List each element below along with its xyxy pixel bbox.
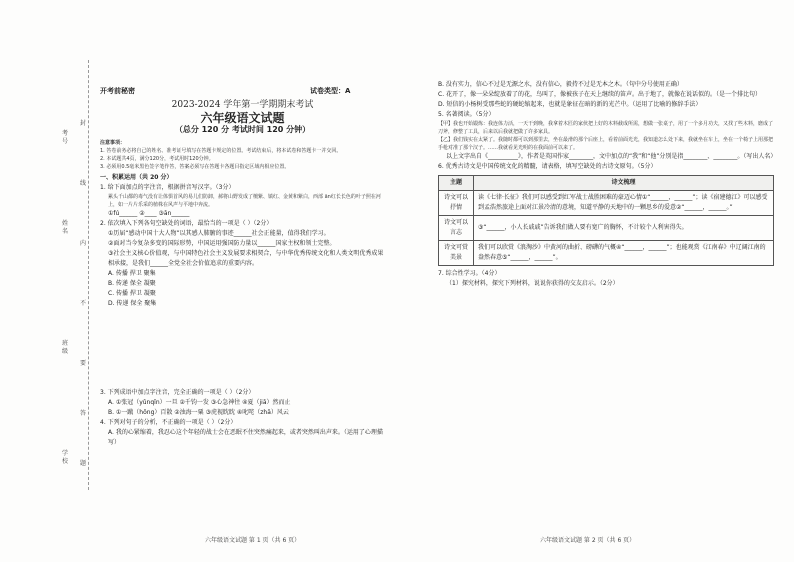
table-topic: 诗文可以抒情 [439, 191, 474, 216]
label-kaohao: 考号 [62, 130, 69, 145]
right-page [400, 0, 794, 562]
table-topic: 诗文可赏美景 [439, 241, 474, 266]
question-2-option: D. 传递 保全 聚集 [108, 300, 157, 307]
right-content [438, 80, 777, 289]
seal-char: 要 [80, 360, 87, 367]
table-header: 诗文梳理 [474, 176, 774, 191]
question-2-option: B. 传递 保全 凝聚 [108, 280, 156, 287]
question-1: 1. 给下面加点的字注音，根据拼音写汉字。（3分） [100, 184, 235, 191]
seal-char: 线 [80, 180, 87, 187]
left-lower-content [100, 388, 385, 448]
exam-title: 六年级语文试题 [200, 111, 285, 125]
table-text: ③“______，小人长戚戚”告诉我们做人要有宽广的胸怀，不计较个人利害得失。 [474, 216, 774, 241]
question-3: 3. 下列成语中加点字注音，完全正确的一项是（ ）（2分） [100, 389, 255, 396]
section-1-title: 一、积累运用（共 20 分） [100, 174, 173, 181]
question-2-option: C. 传播 捍卫 凝聚 [108, 290, 156, 297]
question-5-passage-b: 【乙】我们钱实在太紧了。我随时都可以到那里去，坐在最滑的那个后座上，看着前面光光，我知道怎么处下来，我就坐在车上，坐在一个椅子上用那把手枪对准了那个汉子。……我就看见光明的在我面前可以来了。 [438, 137, 774, 151]
label-xingming: 姓名 [62, 220, 69, 235]
question-4: 4. 下列对句子的分析，不正确的一项是（ ）（2分） [100, 419, 237, 426]
question-4-option: B. 没有实力，信心不过是无源之水，没有信心，毅持不过是无本之木。（句中分号使用正确） [438, 81, 683, 88]
note-item: 2. 本试题共4页，满分120分，考试用时120分钟。 [100, 156, 214, 162]
seal-char: 封 [80, 120, 87, 127]
right-footer: 六年级语文试题 第 2 页（共 6 页） [540, 537, 636, 544]
table-text: 我们可以欣赏《浪淘沙》中黄河的曲折、磅礴的气概④“______，______”；也能观赏《江南春》中辽阔江南的盎然春意⑤“______，______”。 [474, 241, 774, 266]
year-title: 2023-2024 学年第一学期期末考试 [171, 100, 314, 110]
question-7-part-1: （1）探究材料，探究下列材料，说说你获得的交友启示。（2分） [446, 280, 619, 287]
table-row [439, 241, 774, 266]
question-4-option: A. 我的心紧缩着，我忍心这个年轻的战士会在恶眠不住突然痛起来，或者突然叫出声来。（运用了心理描写） [108, 429, 383, 446]
question-1-blanks: ①fú______ ②____ ③ān______ [108, 210, 190, 217]
question-4-option: D. 短信的小杨树受那些蛇的硬蛇缩起来，也就是象征在暗的新的光芒中。（运用了比喻的修辞手法） [438, 101, 702, 108]
label-xuexiao: 学校 [62, 450, 69, 465]
question-5-passage-a: 【甲】我也开始锻炼：我连体力活，一天干到晚，我拿着木匠的家伙把上好的木料截成所需，想做一张桌子，用了一个多月功夫，又找了些木料，磨成了刀斧，修整了工具，后来以后我就把做了许多家具。 [438, 121, 774, 135]
question-7: 7. 综合性学习。（4分） [438, 270, 501, 277]
seal-char: 不 [80, 300, 87, 307]
seal-char: 内 [80, 240, 87, 247]
paper-type: 试卷类型：A [310, 87, 351, 95]
secret-label: 开考前秘密 [100, 87, 135, 95]
binding-line [88, 60, 89, 490]
question-1-text: 累头千山都的毒气没有让体惧首风的易儿们防卸，郝将山野发成了檀紫、镇红、金黄和紫白，西部 ān红长长色的叶子照在河上，如一片片乐采的植株在风声与平地中奔流。 [108, 194, 381, 208]
poem-table [438, 175, 774, 266]
question-2-sentence: ①历届“感动中国十大人物”以其感人肺腑的事迹______社会正能量，值得我们学习。 [108, 230, 330, 237]
table-row [439, 216, 774, 241]
score-time: （总分 120 分 考试时间 120 分钟） [174, 125, 311, 134]
question-5-question: 以上文字出自《__________》，作者是英国作家________，文中加点的“我”和“他”分别是指________、________。（写出人名） [446, 153, 777, 160]
table-row [439, 191, 774, 216]
table-header: 主题 [439, 176, 474, 191]
question-2-sentence: ②面对当今复杂多变的国际形势，中国运用强国防力量以______国家主权和领土完整。 [108, 240, 336, 247]
notes-title: 注意事项： [100, 140, 126, 146]
question-2-option: A. 传播 捍卫 聚集 [108, 270, 156, 277]
note-item: 1. 答卷前务必将自己的姓名、准考证号填写在答题卡规定的位置。考试结束后，将本试卷和答题卡一并交回。 [100, 148, 342, 154]
question-2: 2. 依次填入下列各句空缺处的词语，最恰当的一项是（ ）（2分） [100, 220, 273, 227]
left-footer: 六年级语文试题 第 1 页（共 6 页） [205, 537, 301, 544]
question-3-option: A. ①张冠（yǔnqǐn）一旦 ②千钧一发 ③心急神往 ④夏（jiā）然而止 [108, 399, 291, 406]
binding-margin [0, 60, 87, 490]
note-item: 3. 必须用0.5毫米黑色签字笔作答，答案必须写在答题卡各题目指定区域内相应位置。 [100, 164, 290, 170]
question-3-option: B. ①一蹴（hōng）百散 ②浊海一粟 ③虎视眈眈 ④叱咤（zhā）风云 [108, 409, 289, 416]
seal-char: 答 [80, 410, 87, 417]
question-4-option: C. 花开了，像一朵朵绽放着了的花，鸟叫了，像被孩子在天上继续的笛声。出于地了，就像在说话似的。（是一个排比句） [438, 91, 762, 98]
table-text: 读《七律·长征》我们可以感受到红军战士战胜困难的豪迈心情①“______，______”；读《宿建德江》可以感受到孟浩然旅途上面对江景冷清的意境，知道平静的天地中的一颗思乡的爱意②“______，______。” [474, 191, 774, 216]
left-content [100, 98, 385, 309]
question-6: 6. 优秀古诗文是中国传统文化的精髓，请表格，填写空缺处的古诗文原句。（5分） [438, 163, 657, 170]
question-2-sentence: ③社会主义核心价值观，与中国特色社会主义发展要求相契合，与中华优秀传统文化和人类文明优秀成果相承接，是我们______全党全社会价值追求的重要内容。 [108, 250, 384, 267]
question-5: 5. 名著阅读。（5分） [438, 111, 495, 118]
table-topic: 诗文可以言志 [439, 216, 474, 241]
label-banji: 班级 [62, 340, 69, 355]
seal-char: 题 [80, 460, 87, 467]
